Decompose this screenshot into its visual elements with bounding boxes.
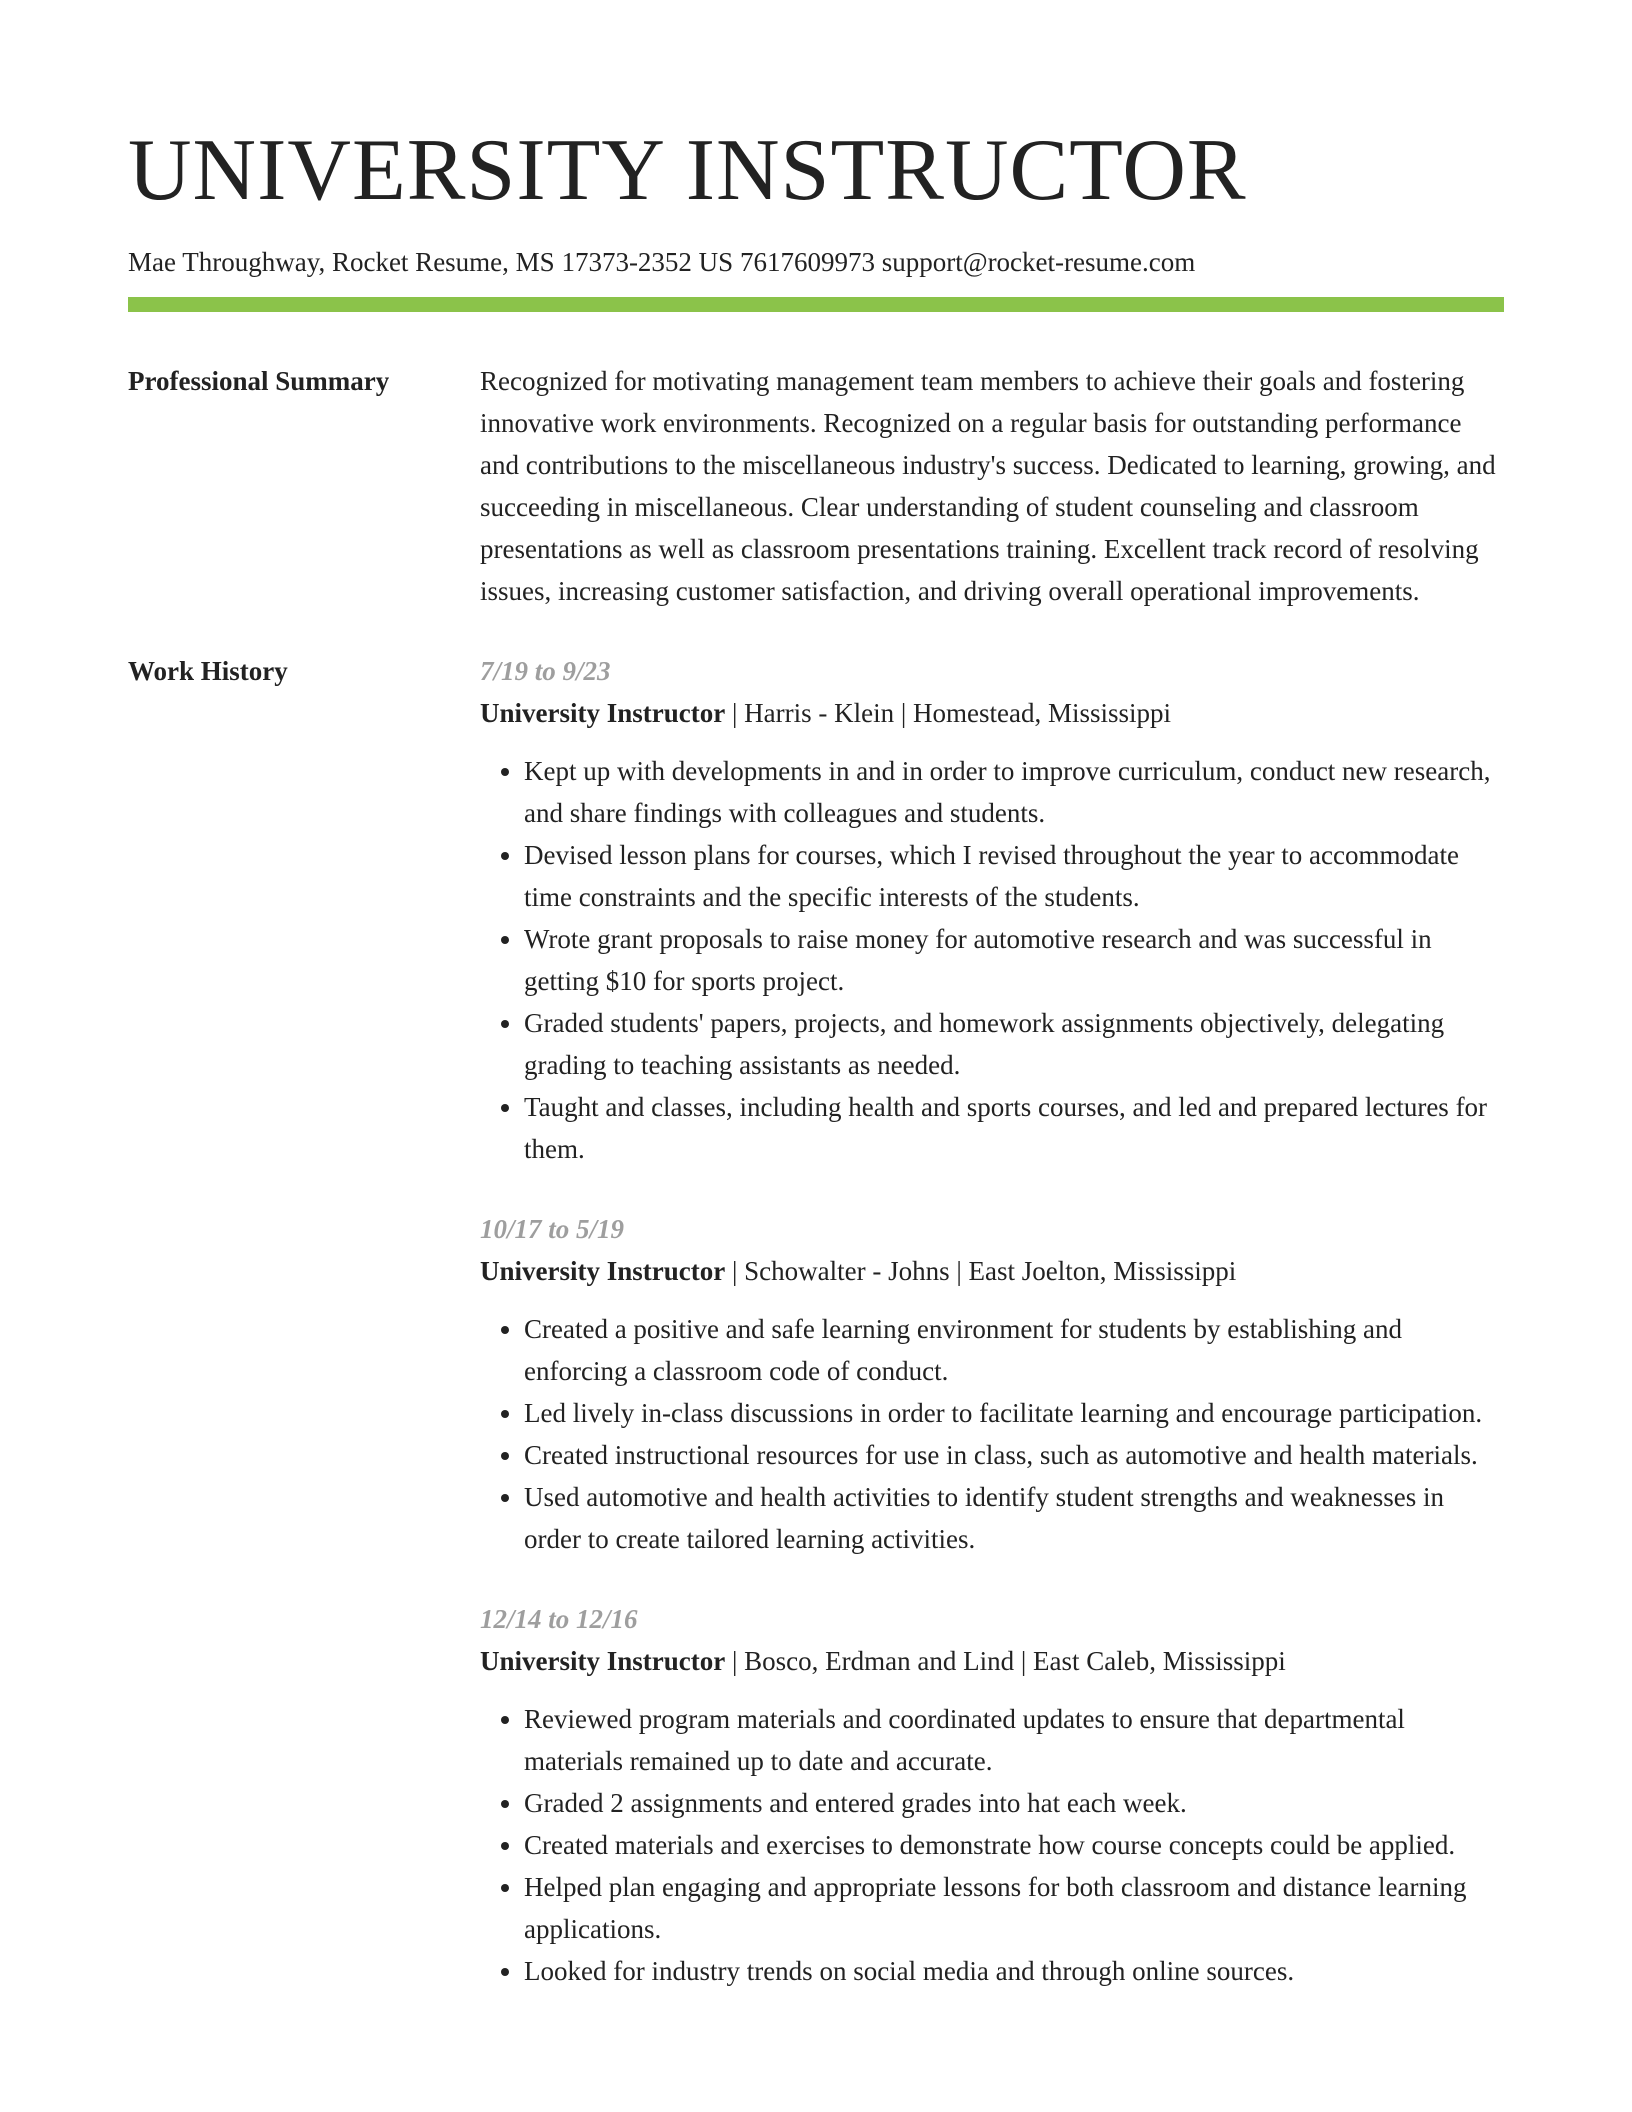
job-bullet: • Kept up with developments in and in order to improve curriculum, conduct new research, and share findings with colleagues and students. <box>524 750 1504 834</box>
job-bullet: • Created a positive and safe learning environment for students by establishing and enforcing a classroom code of conduct. <box>524 1308 1504 1392</box>
job-title: University Instructor <box>480 698 726 728</box>
work-history-label: Work History <box>128 656 288 686</box>
job-bullets <box>480 750 1504 1170</box>
job-employer-location: | Schowalter - Johns | East Joelton, Mississippi <box>725 1256 1237 1286</box>
job-list <box>480 650 1504 2030</box>
job-heading <box>480 692 1504 734</box>
job-heading <box>480 1640 1504 1682</box>
job-bullet: • Taught and classes, including health and sports courses, and led and prepared lectures for them. <box>524 1086 1504 1170</box>
job-entry <box>480 650 1504 1170</box>
job-bullet: • Led lively in-class discussions in order to facilitate learning and encourage participation. <box>524 1392 1504 1434</box>
job-bullet: • Reviewed program materials and coordinated updates to ensure that departmental materials remained up to date and accurate. <box>524 1698 1504 1782</box>
job-bullet: • Looked for industry trends on social media and through online sources. <box>524 1950 1504 1992</box>
job-bullet: • Wrote grant proposals to raise money for automotive research and was successful in getting $10 for sports project. <box>524 918 1504 1002</box>
summary-section <box>128 360 1504 612</box>
header-divider <box>128 297 1504 312</box>
job-dates: 7/19 to 9/23 <box>480 656 611 686</box>
job-bullets <box>480 1308 1504 1560</box>
job-bullet: • Used automotive and health activities to identify student strengths and weaknesses in order to create tailored learning activities. <box>524 1476 1504 1560</box>
resume-title: UNIVERSITY INSTRUCTOR <box>128 122 1247 219</box>
job-bullets <box>480 1698 1504 1992</box>
job-title: University Instructor <box>480 1256 726 1286</box>
job-bullet: • Graded students' papers, projects, and homework assignments objectively, delegating grading to teaching assistants as needed. <box>524 1002 1504 1086</box>
job-bullet: • Devised lesson plans for courses, which I revised throughout the year to accommodate time constraints and the specific interests of the students. <box>524 834 1504 918</box>
job-bullet: • Created instructional resources for use in class, such as automotive and health materials. <box>524 1434 1504 1476</box>
resume-page <box>128 0 1504 2030</box>
job-entry <box>480 1598 1504 1992</box>
summary-text: Recognized for motivating management team members to achieve their goals and fostering innovative work environments. Recognized on a regular basis for outstanding performance and contributions to the miscellaneous industry's success. Dedicated to learning, growing, and succeeding in miscellaneous. Clear understanding of student counseling and classroom presentations as well as classroom presentations training. Excellent track record of resolving issues, increasing customer satisfaction, and driving overall operational improvements. <box>480 366 1496 606</box>
job-dates: 10/17 to 5/19 <box>480 1214 625 1244</box>
summary-label: Professional Summary <box>128 366 390 396</box>
contact-line <box>128 244 1504 280</box>
job-employer-location: | Bosco, Erdman and Lind | East Caleb, Mississippi <box>725 1646 1286 1676</box>
work-history-section <box>128 650 1504 2030</box>
contact-email: support@rocket-resume.com <box>881 247 1196 277</box>
contact-name: Mae Throughway, <box>128 247 326 277</box>
job-heading <box>480 1250 1504 1292</box>
contact-address: Rocket Resume, MS 17373-2352 US <box>331 247 734 277</box>
job-entry <box>480 1208 1504 1560</box>
job-bullet: • Graded 2 assignments and entered grades into hat each week. <box>524 1782 1504 1824</box>
contact-phone: 7617609973 <box>739 247 875 277</box>
job-employer-location: | Harris - Klein | Homestead, Mississippi <box>725 698 1171 728</box>
job-bullet: • Created materials and exercises to demonstrate how course concepts could be applied. <box>524 1824 1504 1866</box>
job-bullet: • Helped plan engaging and appropriate lessons for both classroom and distance learning applications. <box>524 1866 1504 1950</box>
job-dates: 12/14 to 12/16 <box>480 1604 638 1634</box>
job-title: University Instructor <box>480 1646 726 1676</box>
